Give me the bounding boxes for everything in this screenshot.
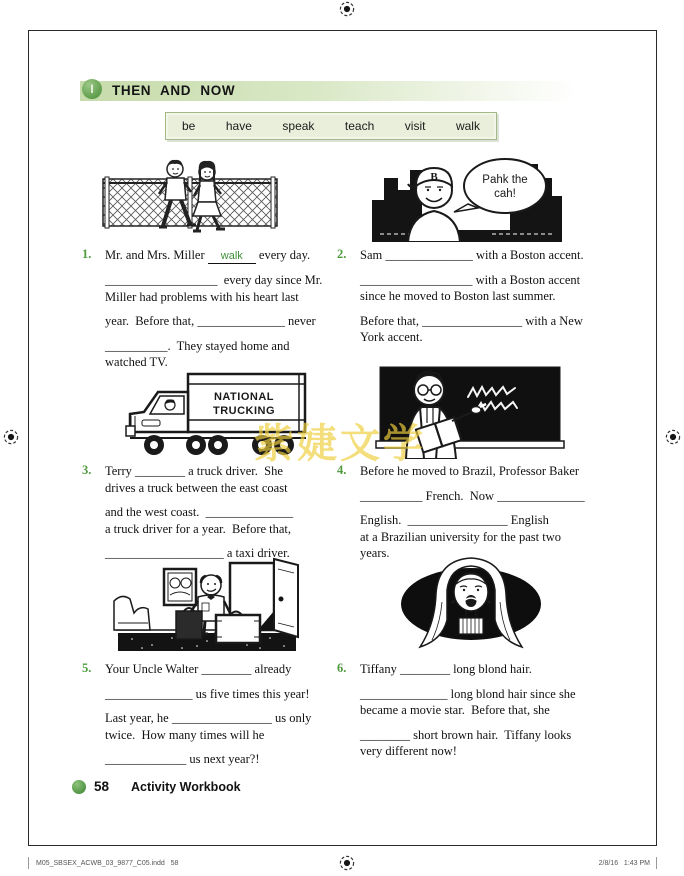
section-title: THEN AND NOW — [112, 83, 236, 98]
word-bank-word: be — [182, 119, 196, 133]
footer-label: Activity Workbook — [131, 779, 241, 794]
exercise-line — [105, 247, 325, 264]
exercise-line: Sam ______________ with a Boston accent. — [360, 248, 584, 262]
exercise-line: Last year, he ________________ us only — [105, 711, 312, 725]
exercise-number: 5. — [82, 661, 92, 675]
truck-label-line1: NATIONAL — [213, 391, 275, 403]
exercise-line: _____________ us next year?! — [105, 752, 260, 766]
exercise-line: English. ________________ English — [360, 513, 549, 527]
professor-chalkboard-illustration — [372, 363, 568, 459]
exercise-line: __________________ every day since Mr. — [105, 273, 323, 287]
word-bank-word: speak — [282, 119, 315, 133]
miller-couple-walking-illustration — [95, 152, 285, 242]
exercise-line: since he moved to Boston last summer. — [360, 289, 556, 303]
registration-mark-right-icon — [665, 429, 681, 445]
exercise-line: drives a truck between the east coast — [105, 480, 288, 495]
exercise-5 — [82, 661, 325, 768]
watermark-text: 紫婕文学 — [254, 421, 426, 467]
registration-mark-left-icon — [3, 429, 19, 445]
truck-label-line2: TRUCKING — [212, 405, 276, 417]
exercise-number: 6. — [337, 661, 347, 675]
exercise-line: ________ short brown hair. Tiffany looks — [360, 727, 572, 742]
exercise-line: Miller had problems with his heart last — [105, 289, 299, 304]
tiffany-portrait-illustration — [396, 552, 546, 652]
exercise-line: Terry ________ a truck driver. She — [105, 464, 283, 478]
word-bank-word: teach — [344, 119, 375, 133]
print-filename: M05_SBSEX_ACWB_03_9877_C05.indd 58 — [36, 860, 179, 867]
exercise-line: __________ French. Now ______________ — [360, 488, 585, 503]
filled-blank — [208, 249, 256, 264]
speech-bubble-line2: cah! — [494, 188, 516, 200]
speech-bubble-line1: Pahk the — [482, 174, 528, 186]
exercise-line: at a Brazilian university for the past two — [360, 529, 561, 544]
exercise-line: Your Uncle Walter ________ already — [105, 662, 292, 676]
exercise-line: twice. How many times will he — [105, 727, 265, 742]
exercise-line: became a movie star. Before that, she — [360, 703, 550, 717]
exercise-1 — [82, 247, 325, 371]
exercise-number: 2. — [337, 247, 347, 261]
exercise-line: __________. They stayed home and — [105, 338, 290, 353]
exercise-line: ______________ long blond hair since she — [360, 686, 576, 701]
exercise-line: York accent. — [360, 330, 423, 344]
sentence-text: every day. — [258, 248, 311, 262]
section-letter: I — [90, 82, 94, 96]
national-trucking-truck-illustration — [100, 368, 320, 462]
uncle-walter-suitcases-illustration — [112, 553, 302, 653]
exercise-line: year. Before that, ______________ never — [105, 314, 316, 328]
exercise-line: and the west coast. ______________ — [105, 505, 294, 519]
word-bank-word: visit — [404, 119, 426, 133]
section-letter-badge — [82, 79, 102, 99]
exercise-line: Before that, ________________ with a New — [360, 313, 583, 328]
registration-mark-top-icon — [339, 1, 355, 17]
exercise-3 — [82, 463, 325, 562]
written-answer: walk — [220, 250, 243, 262]
exercise-4 — [337, 463, 589, 562]
page-number: 58 — [94, 779, 110, 794]
page-footer — [72, 779, 241, 794]
exercise-line: years. — [360, 546, 390, 560]
exercise-line: Before he moved to Brazil, Professor Baker — [360, 464, 580, 478]
word-bank — [165, 112, 497, 140]
print-info-line — [0, 855, 684, 871]
print-timestamp: 2/8/16 1:43 PM — [598, 860, 650, 867]
exercise-number: 1. — [82, 247, 92, 261]
cap-letter: B — [430, 171, 438, 183]
crop-tick-right — [656, 857, 657, 869]
exercise-line: ___________________ a taxi driver. — [105, 546, 290, 560]
exercise-line: very different now! — [360, 744, 457, 758]
exercise-2 — [337, 247, 589, 346]
exercise-number: 3. — [82, 463, 92, 477]
exercise-line: Tiffany ________ long blond hair. — [360, 662, 532, 676]
exercise-line: a truck driver for a year. Before that, — [105, 521, 292, 536]
word-bank-word: walk — [455, 119, 480, 133]
word-bank-word: have — [225, 119, 252, 133]
footer-dot-icon — [72, 780, 86, 794]
crop-tick-left — [28, 857, 29, 869]
exercise-6 — [337, 661, 589, 760]
sam-boston-illustration — [372, 150, 562, 242]
exercise-line: __________________ with a Boston accent — [360, 272, 581, 287]
exercise-line: watched TV. — [105, 355, 168, 369]
exercise-line: ______________ us five times this year! — [105, 686, 310, 701]
sentence-text: Mr. and Mrs. Miller — [105, 248, 205, 262]
exercise-number: 4. — [337, 463, 347, 477]
